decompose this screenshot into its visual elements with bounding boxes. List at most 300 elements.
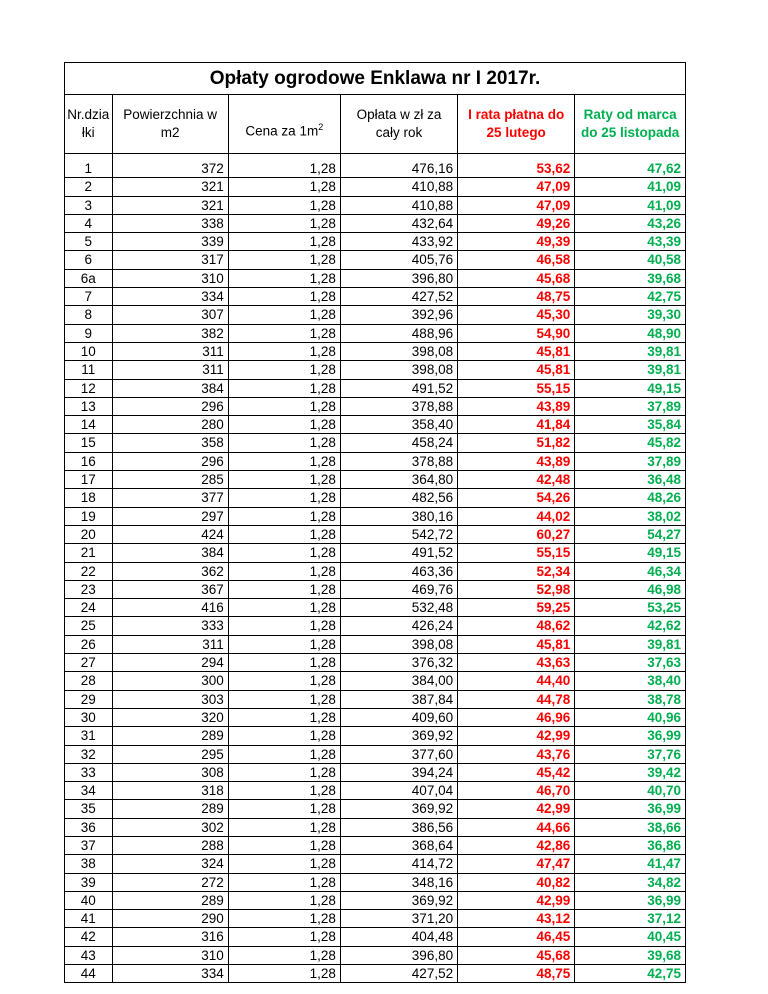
plot-number-cell: 28 bbox=[65, 672, 112, 690]
plot-number-cell: 40 bbox=[65, 891, 112, 909]
plot-number-cell: 5 bbox=[65, 233, 112, 251]
area-cell: 311 bbox=[112, 635, 228, 653]
first-installment-cell: 44,02 bbox=[458, 507, 575, 525]
first-installment-cell: 59,25 bbox=[458, 599, 575, 617]
table-row bbox=[65, 690, 685, 708]
plot-number-cell: 38 bbox=[65, 855, 112, 873]
area-cell: 302 bbox=[112, 818, 228, 836]
remaining-installment-cell: 46,34 bbox=[575, 562, 685, 580]
table-row bbox=[65, 452, 685, 470]
remaining-installment-cell: 36,99 bbox=[575, 891, 685, 909]
plot-number-cell: 1 bbox=[84, 161, 93, 176]
yearly-fee-cell: 414,72 bbox=[340, 855, 457, 873]
table-row bbox=[65, 635, 685, 653]
first-installment-cell: 43,12 bbox=[458, 910, 575, 928]
table-row bbox=[65, 965, 685, 983]
yearly-fee-cell: 542,72 bbox=[340, 525, 457, 543]
remaining-installment-cell: 36,99 bbox=[575, 800, 685, 818]
table-row bbox=[65, 745, 685, 763]
price-cell: 1,28 bbox=[228, 891, 340, 909]
table-row bbox=[65, 946, 685, 964]
yearly-fee-cell: 371,20 bbox=[340, 910, 457, 928]
table-row bbox=[65, 910, 685, 928]
first-installment-cell: 45,68 bbox=[458, 269, 575, 287]
table-row bbox=[65, 873, 685, 891]
first-installment-cell: 47,47 bbox=[458, 855, 575, 873]
fees-table bbox=[65, 95, 685, 982]
table-row bbox=[65, 617, 685, 635]
price-cell: 1,28 bbox=[228, 214, 340, 232]
table-row bbox=[65, 471, 685, 489]
table-row bbox=[65, 324, 685, 342]
area-cell: 307 bbox=[112, 306, 228, 324]
plot-number-cell: 12 bbox=[65, 379, 112, 397]
first-installment-cell: 40,82 bbox=[458, 873, 575, 891]
price-cell: 1,28 bbox=[228, 434, 340, 452]
yearly-fee-cell: 488,96 bbox=[340, 324, 457, 342]
plot-number-cell: 18 bbox=[65, 489, 112, 507]
remaining-installment-cell: 37,89 bbox=[575, 452, 685, 470]
table-row bbox=[65, 727, 685, 745]
plot-number-cell: 31 bbox=[65, 727, 112, 745]
remaining-installment-cell: 37,76 bbox=[575, 745, 685, 763]
first-installment-cell: 45,81 bbox=[458, 361, 575, 379]
plot-number-cell: 30 bbox=[65, 708, 112, 726]
sheet-title: Opłaty ogrodowe Enklawa nr I 2017r. bbox=[65, 63, 685, 95]
plot-number-cell: 35 bbox=[65, 800, 112, 818]
plot-number-cell: 29 bbox=[65, 690, 112, 708]
yearly-fee-cell: 369,92 bbox=[340, 727, 457, 745]
table-row bbox=[65, 288, 685, 306]
price-cell: 1,28 bbox=[228, 233, 340, 251]
remaining-installment-cell: 48,26 bbox=[575, 489, 685, 507]
remaining-installment-cell: 39,81 bbox=[575, 635, 685, 653]
yearly-fee-cell: 396,80 bbox=[340, 269, 457, 287]
first-installment-cell: 54,90 bbox=[458, 324, 575, 342]
plot-number-cell: 24 bbox=[65, 599, 112, 617]
remaining-installment-cell: 46,98 bbox=[575, 580, 685, 598]
table-row bbox=[65, 544, 685, 562]
first-installment-cell: 55,15 bbox=[458, 544, 575, 562]
header-price-per-m2 bbox=[228, 95, 340, 154]
remaining-installment-cell: 41,09 bbox=[575, 178, 685, 196]
header-row bbox=[65, 95, 685, 154]
table-row bbox=[65, 672, 685, 690]
area-cell: 416 bbox=[112, 599, 228, 617]
remaining-installment-cell: 39,68 bbox=[575, 946, 685, 964]
area-cell: 295 bbox=[112, 745, 228, 763]
first-installment-cell: 43,63 bbox=[458, 654, 575, 672]
area-cell: 384 bbox=[112, 544, 228, 562]
plot-number-cell: 43 bbox=[65, 946, 112, 964]
yearly-fee-cell: 387,84 bbox=[340, 690, 457, 708]
remaining-installment-cell: 48,90 bbox=[575, 324, 685, 342]
plot-number-cell: 2 bbox=[65, 178, 112, 196]
header-price-superscript: 2 bbox=[318, 121, 324, 132]
table-row bbox=[65, 836, 685, 854]
yearly-fee-cell: 368,64 bbox=[340, 836, 457, 854]
yearly-fee-cell: 427,52 bbox=[340, 288, 457, 306]
plot-number-cell: 39 bbox=[65, 873, 112, 891]
plot-number-cell: 25 bbox=[65, 617, 112, 635]
yearly-fee-cell: 348,16 bbox=[340, 873, 457, 891]
table-row bbox=[65, 214, 685, 232]
price-cell: 1,28 bbox=[228, 452, 340, 470]
first-installment-cell: 46,70 bbox=[458, 782, 575, 800]
yearly-fee-cell: 380,16 bbox=[340, 507, 457, 525]
remaining-installment-cell: 40,45 bbox=[575, 928, 685, 946]
area-cell: 377 bbox=[112, 489, 228, 507]
area-cell: 296 bbox=[112, 452, 228, 470]
remaining-installment-cell: 43,39 bbox=[575, 233, 685, 251]
area-cell: 321 bbox=[112, 178, 228, 196]
remaining-installment-cell: 39,81 bbox=[575, 361, 685, 379]
price-cell: 1,28 bbox=[228, 288, 340, 306]
remaining-installment-cell: 34,82 bbox=[575, 873, 685, 891]
price-cell: 1,28 bbox=[228, 855, 340, 873]
area-cell: 285 bbox=[112, 471, 228, 489]
area-cell: 317 bbox=[112, 251, 228, 269]
table-row bbox=[65, 507, 685, 525]
table-row bbox=[65, 434, 685, 452]
first-installment-cell: 41,84 bbox=[458, 416, 575, 434]
plot-number-cell: 11 bbox=[65, 361, 112, 379]
first-installment-cell: 45,81 bbox=[458, 342, 575, 360]
plot-number-cell: 23 bbox=[65, 580, 112, 598]
yearly-fee-cell: 377,60 bbox=[340, 745, 457, 763]
table-row bbox=[65, 599, 685, 617]
remaining-installment-cell: 40,96 bbox=[575, 708, 685, 726]
table-row bbox=[65, 361, 685, 379]
first-installment-cell: 44,66 bbox=[458, 818, 575, 836]
price-cell: 1,28 bbox=[228, 379, 340, 397]
area-cell: 334 bbox=[112, 965, 228, 983]
plot-number-cell: 13 bbox=[65, 397, 112, 415]
remaining-installment-cell: 43,26 bbox=[575, 214, 685, 232]
price-cell: 1,28 bbox=[228, 342, 340, 360]
first-installment-cell: 47,09 bbox=[458, 178, 575, 196]
first-installment-cell: 54,26 bbox=[458, 489, 575, 507]
area-cell: 321 bbox=[112, 196, 228, 214]
remaining-installment-cell: 39,30 bbox=[575, 306, 685, 324]
plot-number-cell: 19 bbox=[65, 507, 112, 525]
yearly-fee-cell: 398,08 bbox=[340, 635, 457, 653]
price-cell: 1,28 bbox=[228, 910, 340, 928]
yearly-fee-cell: 469,76 bbox=[340, 580, 457, 598]
first-installment-cell: 48,75 bbox=[458, 965, 575, 983]
price-cell: 1,28 bbox=[228, 928, 340, 946]
price-cell: 1,28 bbox=[228, 361, 340, 379]
first-installment-cell: 42,86 bbox=[458, 836, 575, 854]
area-cell: 289 bbox=[112, 800, 228, 818]
first-installment-cell: 45,81 bbox=[458, 635, 575, 653]
first-installment-cell: 44,78 bbox=[458, 690, 575, 708]
remaining-installment-cell: 37,63 bbox=[575, 654, 685, 672]
table-row bbox=[65, 489, 685, 507]
table-row bbox=[65, 928, 685, 946]
area-cell: 372 bbox=[112, 160, 228, 178]
table-row bbox=[65, 800, 685, 818]
plot-number-cell: 4 bbox=[65, 214, 112, 232]
remaining-installment-cell: 54,27 bbox=[575, 525, 685, 543]
area-cell: 333 bbox=[112, 617, 228, 635]
yearly-fee-cell: 386,56 bbox=[340, 818, 457, 836]
remaining-installment-cell: 45,82 bbox=[575, 434, 685, 452]
price-cell: 1,28 bbox=[228, 763, 340, 781]
table-row bbox=[65, 763, 685, 781]
area-cell: 289 bbox=[112, 727, 228, 745]
remaining-installment-cell: 35,84 bbox=[575, 416, 685, 434]
table-row bbox=[65, 818, 685, 836]
price-cell: 1,28 bbox=[228, 507, 340, 525]
yearly-fee-cell: 398,08 bbox=[340, 342, 457, 360]
plot-number-cell: 6a bbox=[65, 269, 112, 287]
yearly-fee-cell: 369,92 bbox=[340, 891, 457, 909]
plot-number-cell: 21 bbox=[65, 544, 112, 562]
price-cell: 1,28 bbox=[228, 416, 340, 434]
remaining-installment-cell: 39,42 bbox=[575, 763, 685, 781]
first-installment-cell: 53,62 bbox=[458, 160, 575, 178]
header-yearly-fee: Opłata w zł za cały rok bbox=[340, 95, 457, 154]
price-cell: 1,28 bbox=[228, 965, 340, 983]
first-installment-cell: 52,98 bbox=[458, 580, 575, 598]
remaining-installment-cell: 42,62 bbox=[575, 617, 685, 635]
plot-number-cell: 20 bbox=[65, 525, 112, 543]
yearly-fee-cell: 398,08 bbox=[340, 361, 457, 379]
table-row bbox=[65, 233, 685, 251]
first-installment-cell: 43,89 bbox=[458, 452, 575, 470]
area-cell: 289 bbox=[112, 891, 228, 909]
area-cell: 280 bbox=[112, 416, 228, 434]
price-cell: 1,28 bbox=[228, 306, 340, 324]
area-cell: 316 bbox=[112, 928, 228, 946]
remaining-installment-cell: 40,70 bbox=[575, 782, 685, 800]
plot-number-cell: 41 bbox=[65, 910, 112, 928]
table-row bbox=[65, 178, 685, 196]
remaining-installment-cell: 38,66 bbox=[575, 818, 685, 836]
table-row bbox=[65, 562, 685, 580]
table-row bbox=[65, 342, 685, 360]
price-cell: 1,28 bbox=[228, 544, 340, 562]
first-installment-cell: 42,99 bbox=[458, 891, 575, 909]
table-row bbox=[65, 891, 685, 909]
price-cell: 1,28 bbox=[228, 946, 340, 964]
remaining-installment-cell: 39,81 bbox=[575, 342, 685, 360]
price-cell: 1,28 bbox=[228, 727, 340, 745]
remaining-installment-cell: 39,68 bbox=[575, 269, 685, 287]
table-row bbox=[65, 416, 685, 434]
yearly-fee-cell: 410,88 bbox=[340, 178, 457, 196]
plot-number-cell: 7 bbox=[65, 288, 112, 306]
first-installment-cell: 45,68 bbox=[458, 946, 575, 964]
plot-number-cell: 10 bbox=[65, 342, 112, 360]
plot-number-cell: 14 bbox=[65, 416, 112, 434]
plot-number-cell: 34 bbox=[65, 782, 112, 800]
remaining-installment-cell: 37,89 bbox=[575, 397, 685, 415]
plot-number-cell: 8 bbox=[65, 306, 112, 324]
area-cell: 338 bbox=[112, 214, 228, 232]
remaining-installment-cell: 41,47 bbox=[575, 855, 685, 873]
remaining-installment-cell: 42,75 bbox=[575, 288, 685, 306]
plot-number-cell: 27 bbox=[65, 654, 112, 672]
price-cell: 1,28 bbox=[228, 745, 340, 763]
area-cell: 358 bbox=[112, 434, 228, 452]
yearly-fee-cell: 482,56 bbox=[340, 489, 457, 507]
plot-number-cell: 42 bbox=[65, 928, 112, 946]
first-installment-cell: 47,09 bbox=[458, 196, 575, 214]
price-cell: 1,28 bbox=[228, 818, 340, 836]
plot-number-cell: 33 bbox=[65, 763, 112, 781]
remaining-installment-cell: 38,02 bbox=[575, 507, 685, 525]
price-cell: 1,28 bbox=[228, 324, 340, 342]
area-cell: 382 bbox=[112, 324, 228, 342]
remaining-installment-cell: 41,09 bbox=[575, 196, 685, 214]
yearly-fee-cell: 405,76 bbox=[340, 251, 457, 269]
price-cell: 1,28 bbox=[228, 873, 340, 891]
table-row bbox=[65, 160, 685, 178]
price-cell: 1,28 bbox=[228, 599, 340, 617]
price-cell: 1,28 bbox=[228, 672, 340, 690]
first-installment-cell: 46,96 bbox=[458, 708, 575, 726]
plot-number-cell: 3 bbox=[65, 196, 112, 214]
header-price-label: Cena za 1m bbox=[245, 123, 319, 139]
price-cell: 1,28 bbox=[228, 617, 340, 635]
first-installment-cell: 48,75 bbox=[458, 288, 575, 306]
price-cell: 1,28 bbox=[228, 471, 340, 489]
plot-number-cell: 44 bbox=[65, 965, 112, 983]
area-cell: 288 bbox=[112, 836, 228, 854]
table-row bbox=[65, 855, 685, 873]
header-area: Powierzchnia w m2 bbox=[112, 95, 228, 154]
area-cell: 334 bbox=[112, 288, 228, 306]
area-cell: 310 bbox=[112, 269, 228, 287]
remaining-installment-cell: 49,15 bbox=[575, 379, 685, 397]
price-cell: 1,28 bbox=[228, 580, 340, 598]
remaining-installment-cell: 36,86 bbox=[575, 836, 685, 854]
area-cell: 290 bbox=[112, 910, 228, 928]
plot-number-cell: 9 bbox=[65, 324, 112, 342]
price-cell: 1,28 bbox=[228, 708, 340, 726]
yearly-fee-cell: 378,88 bbox=[340, 397, 457, 415]
remaining-installment-cell: 47,62 bbox=[575, 160, 685, 178]
area-cell: 297 bbox=[112, 507, 228, 525]
price-cell: 1,28 bbox=[228, 800, 340, 818]
remaining-installment-cell: 37,12 bbox=[575, 910, 685, 928]
area-cell: 294 bbox=[112, 654, 228, 672]
yearly-fee-cell: 463,36 bbox=[340, 562, 457, 580]
remaining-installment-cell: 49,15 bbox=[575, 544, 685, 562]
area-cell: 320 bbox=[112, 708, 228, 726]
area-cell: 311 bbox=[112, 361, 228, 379]
first-installment-cell: 49,26 bbox=[458, 214, 575, 232]
plot-number-cell: 22 bbox=[65, 562, 112, 580]
yearly-fee-cell: 396,80 bbox=[340, 946, 457, 964]
yearly-fee-cell: 407,04 bbox=[340, 782, 457, 800]
price-cell: 1,28 bbox=[228, 160, 340, 178]
price-cell: 1,28 bbox=[228, 562, 340, 580]
header-remaining-installments: Raty od marca do 25 listopada bbox=[575, 95, 685, 154]
header-first-installment: I rata płatna do 25 lutego bbox=[458, 95, 575, 154]
yearly-fee-cell: 491,52 bbox=[340, 544, 457, 562]
remaining-installment-cell: 36,48 bbox=[575, 471, 685, 489]
area-cell: 272 bbox=[112, 873, 228, 891]
area-cell: 296 bbox=[112, 397, 228, 415]
price-cell: 1,28 bbox=[228, 397, 340, 415]
area-cell: 311 bbox=[112, 342, 228, 360]
table-row bbox=[65, 379, 685, 397]
remaining-installment-cell: 38,78 bbox=[575, 690, 685, 708]
plot-number-cell: 32 bbox=[65, 745, 112, 763]
remaining-installment-cell: 40,58 bbox=[575, 251, 685, 269]
first-installment-cell: 45,30 bbox=[458, 306, 575, 324]
yearly-fee-cell: 364,80 bbox=[340, 471, 457, 489]
fees-sheet bbox=[64, 62, 686, 983]
price-cell: 1,28 bbox=[228, 269, 340, 287]
area-cell: 339 bbox=[112, 233, 228, 251]
area-cell: 300 bbox=[112, 672, 228, 690]
area-cell: 318 bbox=[112, 782, 228, 800]
area-cell: 303 bbox=[112, 690, 228, 708]
yearly-fee-cell: 433,92 bbox=[340, 233, 457, 251]
table-row bbox=[65, 397, 685, 415]
first-installment-cell: 46,58 bbox=[458, 251, 575, 269]
area-cell: 384 bbox=[112, 379, 228, 397]
remaining-installment-cell: 42,75 bbox=[575, 965, 685, 983]
price-cell: 1,28 bbox=[228, 654, 340, 672]
table-row bbox=[65, 306, 685, 324]
first-installment-cell: 55,15 bbox=[458, 379, 575, 397]
first-installment-cell: 51,82 bbox=[458, 434, 575, 452]
table-row bbox=[65, 708, 685, 726]
area-cell: 324 bbox=[112, 855, 228, 873]
area-cell: 310 bbox=[112, 946, 228, 964]
plot-number-cell: 15 bbox=[65, 434, 112, 452]
price-cell: 1,28 bbox=[228, 196, 340, 214]
first-installment-cell: 45,42 bbox=[458, 763, 575, 781]
plot-number-cell: 6 bbox=[65, 251, 112, 269]
first-installment-cell: 52,34 bbox=[458, 562, 575, 580]
yearly-fee-cell: 427,52 bbox=[340, 965, 457, 983]
yearly-fee-cell: 426,24 bbox=[340, 617, 457, 635]
price-cell: 1,28 bbox=[228, 836, 340, 854]
table-row bbox=[65, 580, 685, 598]
table-row bbox=[65, 269, 685, 287]
yearly-fee-cell: 384,00 bbox=[340, 672, 457, 690]
yearly-fee-cell: 432,64 bbox=[340, 214, 457, 232]
area-cell: 367 bbox=[112, 580, 228, 598]
plot-number-cell: 36 bbox=[65, 818, 112, 836]
price-cell: 1,28 bbox=[228, 690, 340, 708]
yearly-fee-cell: 378,88 bbox=[340, 452, 457, 470]
yearly-fee-cell: 394,24 bbox=[340, 763, 457, 781]
plot-number-cell: 37 bbox=[65, 836, 112, 854]
yearly-fee-cell: 376,32 bbox=[340, 654, 457, 672]
header-plot-number: Nr.dzia łki bbox=[67, 107, 110, 140]
plot-number-cell: 26 bbox=[65, 635, 112, 653]
table-row bbox=[65, 782, 685, 800]
first-installment-cell: 49,39 bbox=[458, 233, 575, 251]
yearly-fee-cell: 491,52 bbox=[340, 379, 457, 397]
first-installment-cell: 43,89 bbox=[458, 397, 575, 415]
price-cell: 1,28 bbox=[228, 635, 340, 653]
price-cell: 1,28 bbox=[228, 489, 340, 507]
table-row bbox=[65, 196, 685, 214]
table-row bbox=[65, 654, 685, 672]
price-cell: 1,28 bbox=[228, 782, 340, 800]
yearly-fee-cell: 409,60 bbox=[340, 708, 457, 726]
yearly-fee-cell: 476,16 bbox=[340, 160, 457, 178]
price-cell: 1,28 bbox=[228, 525, 340, 543]
